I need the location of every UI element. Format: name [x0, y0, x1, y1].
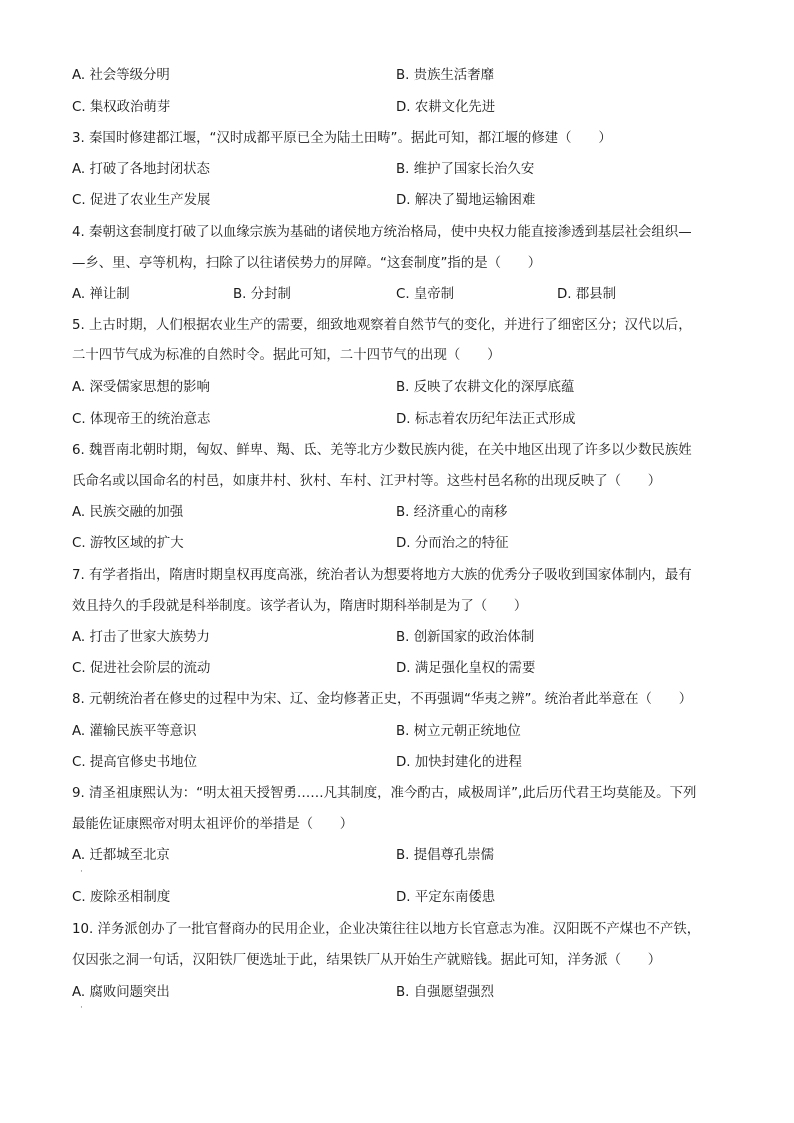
q6-option-a: A. 民族交融的加强: [72, 505, 184, 520]
q4-stem-line-1: 4. 秦朝这套制度打破了以血缘宗族为基础的诸侯地方统治格局，使中央权力能直接渗透到基层社会组织—: [72, 225, 692, 240]
q4-option-a: A. 禅让制: [72, 287, 130, 302]
q7-option-d: D. 满足强化皇权的需要: [396, 661, 536, 676]
q6-option-c: C. 游牧区域的扩大: [72, 536, 184, 551]
q6-stem-line-1: 6. 魏晋南北朝时期，匈奴、鲜卑、羯、氐、羌等北方少数民族内徙，在关中地区出现了许多以少数民族姓: [72, 443, 692, 458]
q3-option-a: A. 打破了各地封闭状态: [72, 162, 210, 177]
q6-stem-line-2: 氏命名或以国命名的村邑，如康井村、狄村、车村、江尹村等。这些村邑名称的出现反映了（ ）: [72, 474, 662, 489]
q9-option-c: C. 废除丞相制度: [72, 890, 171, 905]
q2-option-d: D. 农耕文化先进: [396, 100, 496, 115]
q4-option-b: B. 分封制: [233, 287, 291, 302]
q2-option-b: B. 贵族生活奢靡: [396, 68, 495, 83]
q10-option-a: A. 腐败问题突出: [72, 985, 170, 1000]
q8-option-d: D. 加快封建化的进程: [396, 755, 522, 770]
q2-option-c: C. 集权政治萌芽: [72, 100, 171, 115]
q10-stem-line-2: 仅因张之洞一句话，汉阳铁厂便选址于此，结果铁厂从开始生产就赔钱。据此可知，洋务派（ ）: [72, 953, 662, 968]
q7-option-a: A. 打击了世家大族势力: [72, 630, 210, 645]
q5-option-a: A. 深受儒家思想的影响: [72, 380, 210, 395]
q8-stem: 8. 元朝统治者在修史的过程中为宋、辽、金均修著正史，不再强调“华夷之辨”。统治者此举意在（ ）: [72, 692, 693, 707]
q5-stem-line-2: 二十四节气成为标准的自然时令。据此可知，二十四节气的出现（ ）: [72, 348, 501, 363]
q9-option-d: D. 平定东南倭患: [396, 890, 496, 905]
q8-option-a: A. 灌输民族平等意识: [72, 724, 197, 739]
q6-option-b: B. 经济重心的南移: [396, 505, 508, 520]
q4-option-d: D. 郡县制: [557, 287, 616, 302]
q7-option-c: C. 促进社会阶层的流动: [72, 661, 211, 676]
q5-option-d: D. 标志着农历纪年法正式形成: [396, 412, 576, 427]
q7-stem-line-2: 效且持久的手段就是科举制度。该学者认为，隋唐时期科举制是为了（ ）: [72, 599, 528, 614]
q9-option-a: A. 迁都城至北京: [72, 848, 170, 863]
q3-option-d: D. 解决了蜀地运输困难: [396, 193, 536, 208]
q7-stem-line-1: 7. 有学者指出，隋唐时期皇权再度高涨，统治者认为想要将地方大族的优秀分子吸收到国家体制内，最有: [72, 568, 692, 583]
q8-option-c: C. 提高官修史书地位: [72, 755, 197, 770]
q10-option-b: B. 自强愿望强烈: [396, 985, 495, 1000]
q3-option-c: C. 促进了农业生产发展: [72, 193, 211, 208]
q7-option-b: B. 创新国家的政治体制: [396, 630, 535, 645]
stray-dot: ·: [80, 867, 83, 877]
q9-option-b: B. 提倡尊孔崇儒: [396, 848, 495, 863]
q5-option-c: C. 体现帝王的统治意志: [72, 412, 211, 427]
q2-option-a: A. 社会等级分明: [72, 68, 170, 83]
q4-option-c: C. 皇帝制: [396, 287, 455, 302]
q9-stem-line-1: 9. 清圣祖康熙认为：“明太祖天授智勇……凡其制度，准今酌古，咸极周详”,此后历代君王均莫能及。下列: [72, 786, 697, 801]
stray-dot: ·: [80, 1003, 83, 1013]
q5-option-b: B. 反映了农耕文化的深厚底蕴: [396, 380, 575, 395]
q6-option-d: D. 分而治之的特征: [396, 536, 509, 551]
q9-stem-line-2: 最能佐证康熙帝对明太祖评价的举措是（ ）: [72, 817, 354, 832]
q4-stem-line-2: —乡、里、亭等机构，扫除了以往诸侯势力的屏障。“这套制度”指的是（ ）: [72, 256, 542, 271]
q5-stem-line-1: 5. 上古时期，人们根据农业生产的需要，细致地观察着自然节气的变化，并进行了细密区分；汉代以后，: [72, 318, 692, 333]
q8-option-b: B. 树立元朝正统地位: [396, 724, 521, 739]
q3-option-b: B. 维护了国家长治久安: [396, 162, 535, 177]
q3-stem: 3. 秦国时修建都江堰，“汉时成都平原已全为陆土田畴”。据此可知，都江堰的修建（ ）: [72, 131, 612, 146]
q10-stem-line-1: 10. 洋务派创办了一批官督商办的民用企业，企业决策往往以地方长官意志为准。汉阳既不产煤也不产铁，: [72, 922, 701, 937]
